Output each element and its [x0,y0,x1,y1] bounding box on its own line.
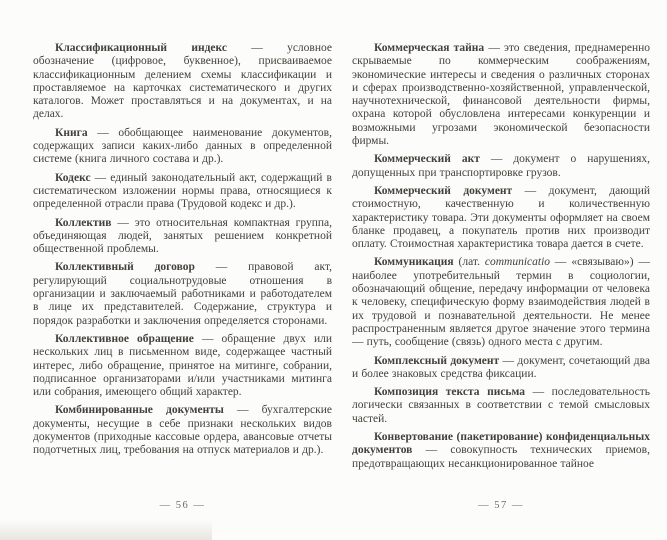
glossary-term: Коммерческий документ [374,184,513,197]
glossary-entry [33,217,332,257]
glossary-definition: — обобщающее наименование документов, содержащих записи каких-либо данных в определенной системе (книга личного состава и др.). [33,126,332,166]
glossary-term: Коллективное обращение [55,332,194,345]
glossary-term: Кодекс [55,171,91,184]
glossary-entry [352,42,650,148]
glossary-entry [33,333,332,399]
glossary-term: Композиция текста письма [374,386,526,399]
glossary-term: Коммуникация [374,256,454,269]
glossary-entry [352,386,650,426]
glossary-definition: — это сведения, преднамеренно скрываемые по коммерческим соображениям, экономические интересы и сведения о различных сторонах и сферах производственно-хозяйственной, управленческой, научнотехнической, финансовой деятельности фирмы, охрана которой обусловлена интересами конкуренции и возможными угрозами экономической безопасности фирмы. [352,42,650,148]
glossary-entry [33,404,332,457]
glossary-definition: — условное обозначение (цифровое, буквенное), присваиваемое классификационным делением схемы классификации и проставляемое на карточках систематического и других каталогов. Может проставляться и на документах, и на делах. [33,42,332,121]
glossary-definition: — это относительная компактная группа, объединяющая людей, занятых решением конкретной общественной проблемы. [33,216,332,256]
glossary-definition: (лат. [453,256,485,269]
page-number-right: — 57 — [478,500,524,511]
latin-term-italic: communicatio [484,256,551,269]
page-left-text-block [33,42,332,458]
glossary-entry [352,185,650,251]
glossary-term: Коммерческий акт [374,153,480,166]
glossary-definition: — документ, дающий стоимостную, качественную и количественную характеристику товара. Эти документы оформляет на своем бланке продавец, а покупатель против них производит оплату. Стоимостная характеристика товара дается в счете. [352,184,651,251]
glossary-entry [33,261,332,327]
glossary-definition: — единый законодательный акт, содержащий в систематическом изложении нормы права, относящиеся к определенной отрасли права (Трудовой кодекс и др.). [33,171,332,211]
glossary-definition: — правовой акт, регулирующий социальнотрудовые отношения в организации и заключаемый работниками и работодателем в лице их представителей. Содержание, структура и порядок разработки и заключения определяется сторонами. [33,261,332,327]
glossary-term: Конвертование (пакетирование) конфиденциальных документов [352,431,650,457]
glossary-entry [352,355,650,382]
glossary-term: Классификационный индекс [55,42,227,54]
glossary-definition: — бухгалтерские документы, несущие в себе признаки нескольких видов документов (приходные кассовые ордера, авансовые отчеты подотчетных лиц, требования на отпуск материалов и др.). [33,404,332,457]
glossary-definition: — обращение двух или нескольких лиц в письменном виде, содержащее частный интерес, либо обращение, принятое на митинге, собрании, подписанное организаторами и/или участниками митинга или собрания, имеющего общий характер. [33,332,332,399]
glossary-term: Книга [55,126,88,139]
glossary-entry [33,172,332,212]
page-right-text-block [352,42,650,471]
glossary-term: Комбинированные документы [55,404,224,417]
glossary-definition: — совокупность технических приемов, предотвращающих несанкционированное тайное [352,444,650,470]
glossary-entry [352,256,650,349]
glossary-term: Коллектив [55,216,112,229]
scan-shadow [0,520,212,540]
glossary-entry [33,127,332,167]
glossary-term: Коллективный договор [55,261,195,274]
glossary-definition: — документ, сочетающий два и более знаковых средства фиксации. [352,354,650,380]
glossary-definition: — последовательность логически связанных в соответствии с темой смысловых частей. [352,386,650,425]
glossary-term: Коммерческая тайна [374,42,485,54]
glossary-definition: — документ о нарушениях, допущенных при транспортировке грузов. [352,153,650,179]
glossary-entry [33,42,332,122]
glossary-term: Комплексный документ [374,354,500,367]
glossary-entry [352,153,650,180]
page-number-left: — 56 — [159,500,206,511]
glossary-entry [352,431,650,471]
glossary-definition: — «связываю») — наиболее употребительный термин в социологии, обозначающий общение, передачу информации от человека к человеку, специфическую форму взаимодействия людей в их трудовой и познавательной деятельности. Не менее распространенным является другое значение этого термина — путь, сообщение (связь) одного места с другим. [352,256,650,349]
